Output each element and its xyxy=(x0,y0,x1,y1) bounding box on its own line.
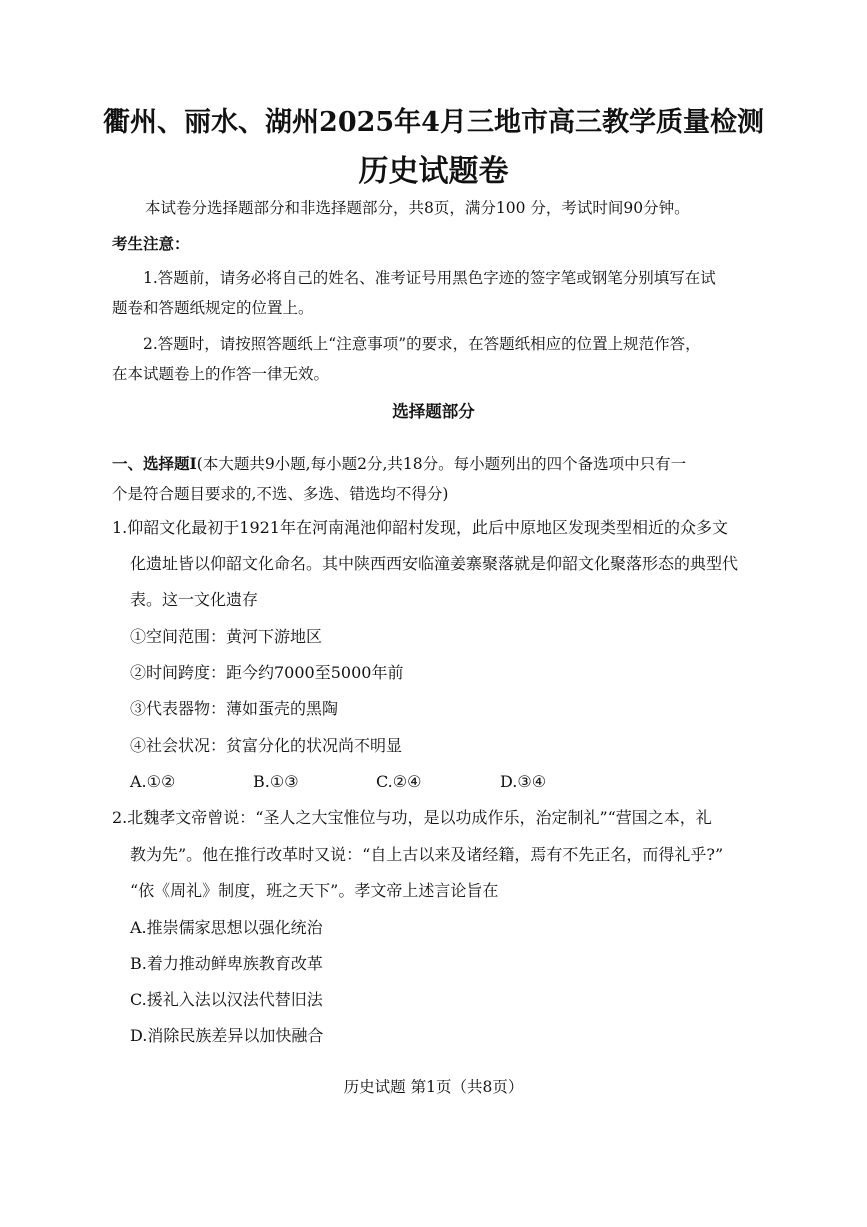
part-instructions-cont: 个是符合题目要求的,不选、多选、错选均不得分) xyxy=(112,485,449,503)
exam-subtitle: 历史试题卷 xyxy=(358,154,509,189)
notice-item-1: 1.答题前，请务必将自己的姓名、准考证号用黑色字迹的签字笔或钢笔分别填写在试 xyxy=(143,269,716,287)
question-2-choice-c: C.援礼入法以汉法代替旧法 xyxy=(130,990,323,1009)
question-1-choice-d: D.③④ xyxy=(500,772,547,791)
part-instructions xyxy=(112,454,686,474)
question-1-statement-3: ③代表器物：薄如蛋壳的黑陶 xyxy=(130,699,339,718)
question-2-choice-b: B.着力推动鲜卑族教育改革 xyxy=(130,954,323,973)
notice-item-1-cont: 题卷和答题纸规定的位置上。 xyxy=(112,299,314,317)
part-label: 一、选择题Ⅰ xyxy=(112,454,197,473)
question-1-stem: 1.仰韶文化最初于1921年在河南渑池仰韶村发现，此后中原地区发现类型相近的众多文 xyxy=(112,518,728,537)
notice-item-2-cont: 在本试题卷上的作答一律无效。 xyxy=(112,365,330,383)
question-2-choice-a: A.推崇儒家思想以强化统治 xyxy=(130,918,323,937)
question-2-stem-cont: 教为先”。他在推行改革时又说：“自上古以来及诸经籍，焉有不先正名，而得礼乎?” xyxy=(130,845,724,864)
question-2-choice-d: D.消除民族差异以加快融合 xyxy=(130,1026,324,1045)
question-2-stem-end: “依《周礼》制度，班之天下”。孝文帝上述言论旨在 xyxy=(130,881,499,900)
question-1-choice-b: B.①③ xyxy=(253,772,299,791)
question-1-statement-4: ④社会状况：贫富分化的状况尚不明显 xyxy=(130,736,403,755)
part-description: (本大题共9小题,每小题2分,共18分。每小题列出的四个备选项中只有一 xyxy=(196,455,687,473)
notice-item-2: 2.答题时，请按照答题纸上“注意事项”的要求，在答题纸相应的位置上规范作答， xyxy=(143,335,701,353)
question-1-stem-cont: 化遗址皆以仰韶文化命名。其中陕西西安临潼姜寨聚落就是仰韶文化聚落形态的典型代 xyxy=(130,554,739,573)
question-2-stem: 2.北魏孝文帝曾说：“圣人之大宝惟位与功，是以功成作乐，治定制礼”“营国之本，礼 xyxy=(112,808,712,827)
section-heading: 选择题部分 xyxy=(392,402,475,421)
question-1-statement-2: ②时间跨度：距今约7000至5000年前 xyxy=(130,663,404,682)
page-footer: 历史试题 第1页（共8页） xyxy=(343,1078,524,1096)
question-1-choice-a: A.①② xyxy=(130,772,176,791)
question-1-statement-1: ①空间范围：黄河下游地区 xyxy=(130,627,323,646)
exam-title: 衢州、丽水、湖州2025年4月三地市高三教学质量检测 xyxy=(103,107,764,138)
question-1-stem-end: 表。这一文化遗存 xyxy=(130,590,259,609)
question-1-choice-c: C.②④ xyxy=(376,772,422,791)
notice-heading: 考生注意： xyxy=(112,234,190,253)
exam-intro: 本试卷分选择题部分和非选择题部分，共8页，满分100 分，考试时间90分钟。 xyxy=(145,199,690,217)
